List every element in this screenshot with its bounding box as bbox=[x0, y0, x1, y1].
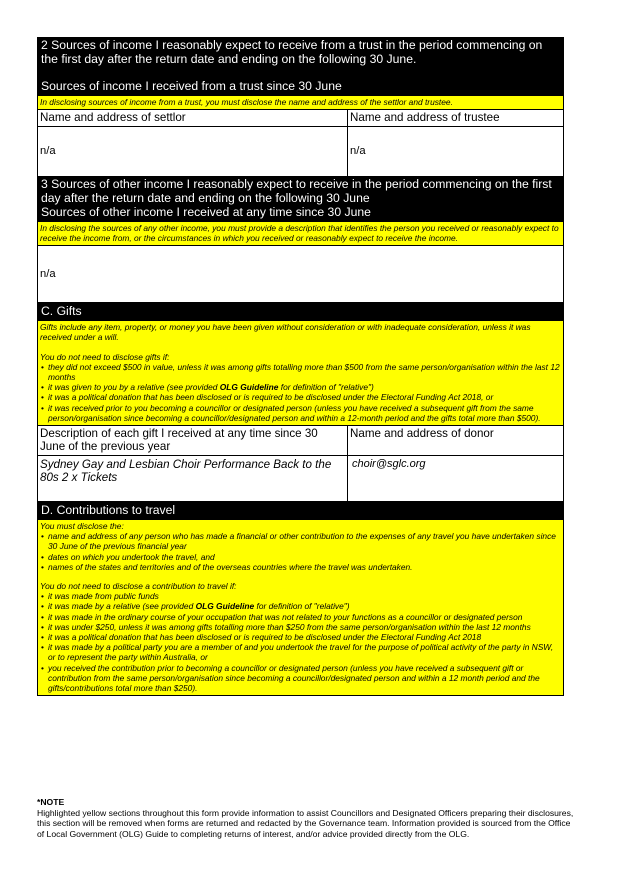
footnote bbox=[37, 797, 577, 839]
travel-info bbox=[38, 519, 563, 696]
travel-must-lead: You must disclose the: bbox=[40, 520, 124, 531]
section-2-heading: 2 Sources of income I reasonably expect to receive from a trust in the period commencing on the first day after the return date and ending on the following 30 June. bbox=[41, 38, 543, 66]
gift-donor-field[interactable]: choir@sglc.org bbox=[352, 457, 426, 470]
list-item: • you received the contribution prior to becoming a councillor or designated person (unless you have received a subsequent gift or contribution from the same person/organisation since becoming a councillor/designated person and within a 12 month period and the gifts/contributions total more than $250). bbox=[40, 663, 561, 694]
list-item: • it was given to you by a relative (see provided OLG Guideline for definition of "relative") bbox=[40, 382, 561, 392]
list-item: • names of the states and territories and of the overseas countries where the travel was undertaken. bbox=[40, 562, 561, 572]
list-item: • name and address of any person who has made a financial or other contribution to the expenses of any travel you have undertaken since 30 June of the previous financial year bbox=[40, 531, 561, 551]
section-2-header bbox=[38, 37, 563, 95]
section-2-subheading: Sources of income I received from a trust since 30 June bbox=[41, 79, 342, 93]
trustee-column-header: Name and address of trustee bbox=[350, 111, 500, 125]
gift-description-column-header: Description of each gift I received at any time since 30 June of the previous year bbox=[38, 426, 348, 455]
travel-header bbox=[38, 501, 563, 519]
trustee-value-field[interactable]: n/a bbox=[350, 145, 366, 158]
section-3-info-text: In disclosing the sources of any other income, you must provide a description that identifies the person you received or reasonably expect to receive the income from, or the circumstances in which you received or reasonably expect to receive the income. bbox=[40, 222, 559, 243]
list-item: • it was under $250, unless it was among gifts totalling more than $250 from the same person/organisation within the last 12 months bbox=[40, 622, 561, 632]
note-text: Highlighted yellow sections throughout this form provide information to assist Councillors and Designated Officers preparing their disclosures, this section will be removed when forms are returned and redacted by the Governance team. Information provided is sourced from the Office of Local Government (OLG) Guide to completing returns of interest, and/or advice provided directly from the OLG. bbox=[37, 807, 574, 839]
section-2-info bbox=[38, 95, 563, 109]
list-item: • it was a political donation that has been disclosed or is required to be disclosed under the Electoral Funding Act 2018 bbox=[40, 632, 561, 642]
section-3-header bbox=[38, 176, 563, 221]
section-2-info-text: In disclosing sources of income from a trust, you must disclose the name and address of the settlor and trustee. bbox=[40, 97, 453, 107]
gifts-column-headers bbox=[38, 425, 563, 455]
settlor-column-header: Name and address of settlor bbox=[38, 110, 348, 126]
gifts-heading: C. Gifts bbox=[41, 304, 82, 319]
list-item: • it was received prior to you becoming a councillor or designated person (unless you have received a subsequent gift from the same person/organisation since becoming a councillor/designated person and within a 12-month period and the gifts total more than $500). bbox=[40, 403, 561, 423]
travel-exemptions-list bbox=[40, 591, 561, 693]
list-item: • it was made by a political party you are a member of and you undertook the travel for the purpose of political activity of the party in NSW, or to represent the party within Australia, or bbox=[40, 642, 561, 662]
disclosure-form bbox=[37, 37, 564, 696]
section-3-info bbox=[38, 221, 563, 245]
gifts-intro-text: Gifts include any item, property, or money you have been given without consideration or with inadequate consideration, unless it was received under a will. bbox=[40, 322, 531, 343]
travel-exemptions-lead: You do not need to disclose a contribution to travel if: bbox=[40, 580, 237, 591]
olg-guideline-emphasis: OLG Guideline bbox=[195, 601, 255, 612]
gifts-header bbox=[38, 302, 563, 320]
section-3-subheading: Sources of other income I received at any time since 30 June bbox=[41, 204, 371, 219]
section-3-value-field[interactable]: n/a bbox=[38, 245, 563, 302]
donor-column-header: Name and address of donor bbox=[350, 426, 494, 440]
list-item: • dates on which you undertook the travel, and bbox=[40, 552, 561, 562]
list-item: • it was made by a relative (see provided OLG Guideline for definition of "relative") bbox=[40, 601, 561, 611]
section-3-heading: 3 Sources of other income I reasonably expect to receive in the period commencing on the first day after the return date and ending on the following 30 June bbox=[41, 176, 552, 205]
list-item: • it was made from public funds bbox=[40, 591, 561, 601]
section-2-values-row bbox=[38, 126, 563, 176]
gifts-exemptions-list bbox=[40, 362, 561, 423]
gifts-info bbox=[38, 320, 563, 425]
settlor-value-field[interactable]: n/a bbox=[38, 127, 348, 176]
list-item: • they did not exceed $500 in value, unless it was among gifts totalling more than $500 from the same person/organisation within the last 12 months bbox=[40, 362, 561, 382]
gift-row bbox=[38, 455, 563, 501]
list-item: • it was a political donation that has been disclosed or is required to be disclosed under the Electoral Funding Act 2018, or bbox=[40, 392, 561, 402]
travel-heading: D. Contributions to travel bbox=[41, 502, 176, 517]
list-item: • it was made in the ordinary course of your occupation that was not related to your functions as a councillor or designated person bbox=[40, 612, 561, 622]
section-2-column-headers bbox=[38, 109, 563, 126]
note-title: *NOTE bbox=[37, 797, 65, 807]
travel-must-list bbox=[40, 531, 561, 572]
olg-guideline-emphasis: OLG Guideline bbox=[219, 382, 279, 393]
gift-description-field[interactable]: Sydney Gay and Lesbian Choir Performance Back to the 80s 2 x Tickets bbox=[38, 456, 348, 501]
gifts-exemptions-lead: You do not need to disclose gifts if: bbox=[40, 351, 170, 362]
